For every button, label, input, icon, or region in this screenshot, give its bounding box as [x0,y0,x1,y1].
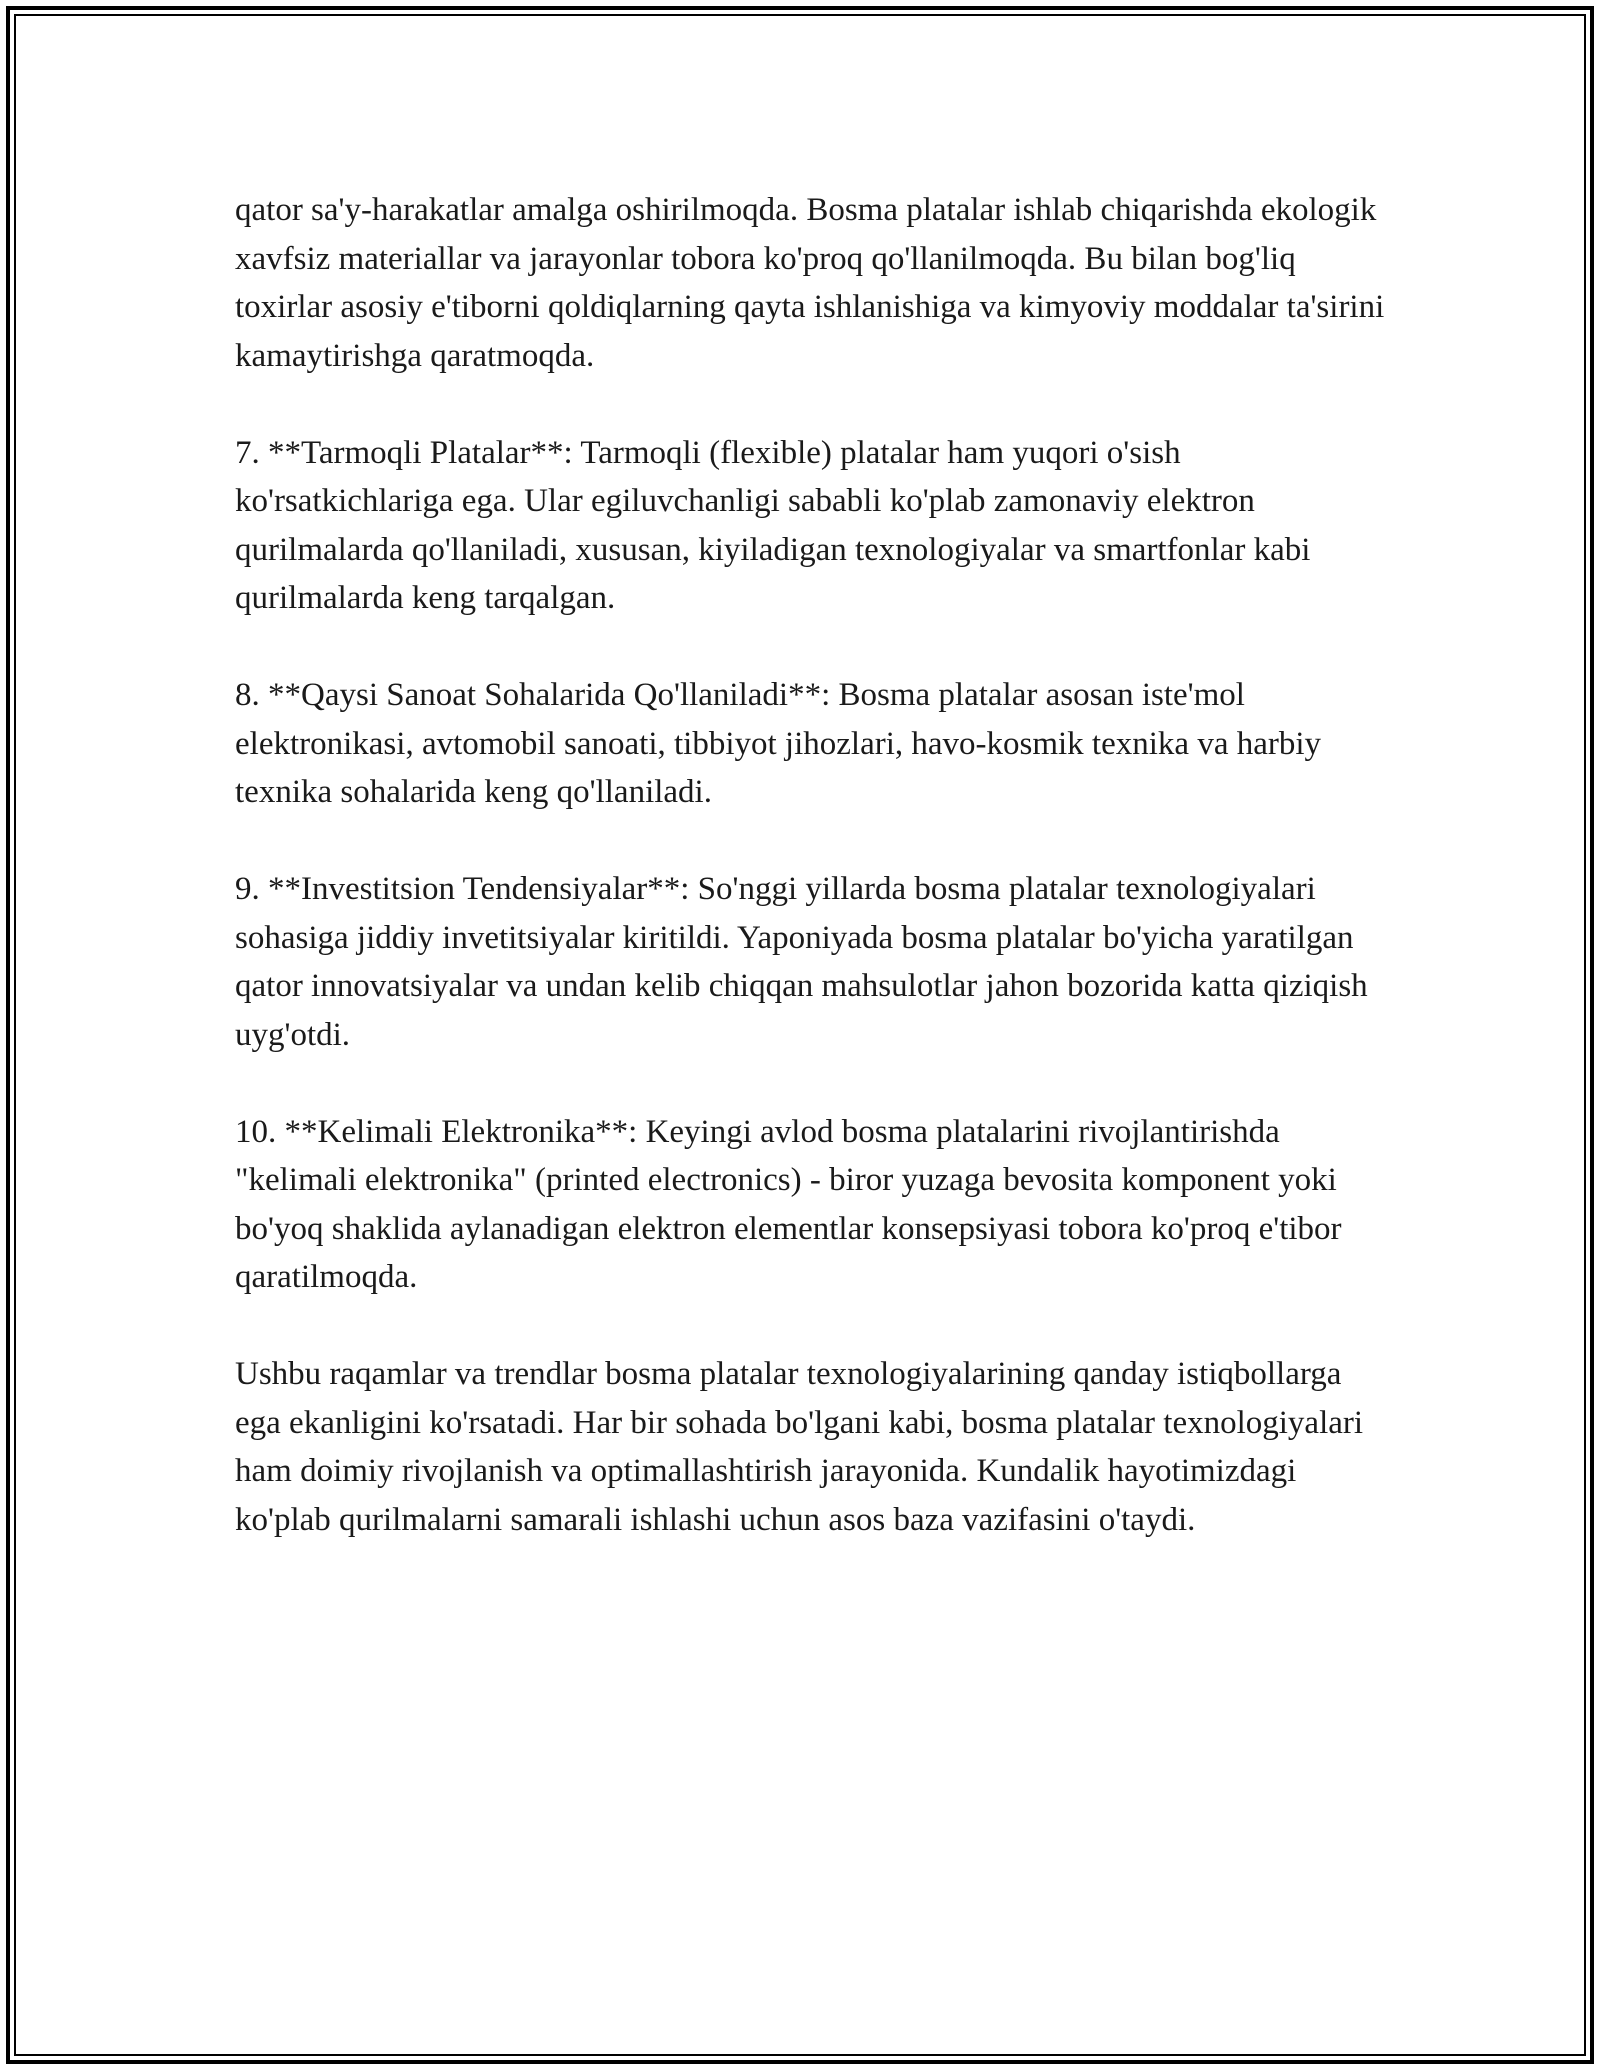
paragraph-item-9: 9. **Investitsion Tendensiyalar**: So'nggi yillarda bosma platalar texnologiyalari sohasiga jiddiy invetitsiyalar kiritildi. Yaponiyada bosma platalar bo'yicha yaratilgan qator innovatsiyalar va undan kelib chiqqan mahsulotlar jahon bozorida katta qiziqish uyg'otdi. [235,871,1368,1053]
paragraph-item-7: 7. **Tarmoqli Platalar**: Tarmoqli (flexible) platalar ham yuqori o'sish ko'rsatkichlariga ega. Ular egiluvchanligi sababli ko'plab zamonaviy elektron qurilmalarda qo'llaniladi, xususan, kiyiladigan texnologiyalar va smartfonlar kabi qurilmalarda keng tarqalgan. [235,434,1311,616]
paragraph-item-8: 8. **Qaysi Sanoat Sohalarida Qo'llaniladi**: Bosma platalar asosan iste'mol elektronikasi, avtomobil sanoati, tibbiyot jihozlari, havo-kosmik texnika va harbiy texnika sohalarida keng qo'llaniladi. [235,677,1322,810]
paragraph-conclusion: Ushbu raqamlar va trendlar bosma platalar texnologiyalarining qanday istiqbollarga ega ekanligini ko'rsatadi. Har bir sohada bo'lgani kabi, bosma platalar texnologiyalari ham doimiy rivojlanish va optimallashtirish jarayonida. Kundalik hayotimizdagi ko'plab qurilmalarni samarali ishlashi uchun asos baza vazifasini o'taydi. [235,1356,1364,1538]
document-body [235,186,1385,1544]
paragraph-intro-continuation: qator sa'y-harakatlar amalga oshirilmoqda. Bosma platalar ishlab chiqarishda ekologik xavfsiz materiallar va jarayonlar tobora ko'proq qo'llanilmoqda. Bu bilan bog'liq toxirlar asosiy e'tiborni qoldiqlarning qayta ishlanishiga va kimyoviy moddalar ta'sirini kamaytirishga qaratmoqda. [235,192,1385,374]
paragraph-item-10: 10. **Kelimali Elektronika**: Keyingi avlod bosma platalarini rivojlantirishda "kelimali elektronika" (printed electronics) - biror yuzaga bevosita komponent yoki bo'yoq shaklida aylanadigan elektron elementlar konsepsiyasi tobora ko'proq e'tibor qaratilmoqda. [235,1113,1342,1295]
